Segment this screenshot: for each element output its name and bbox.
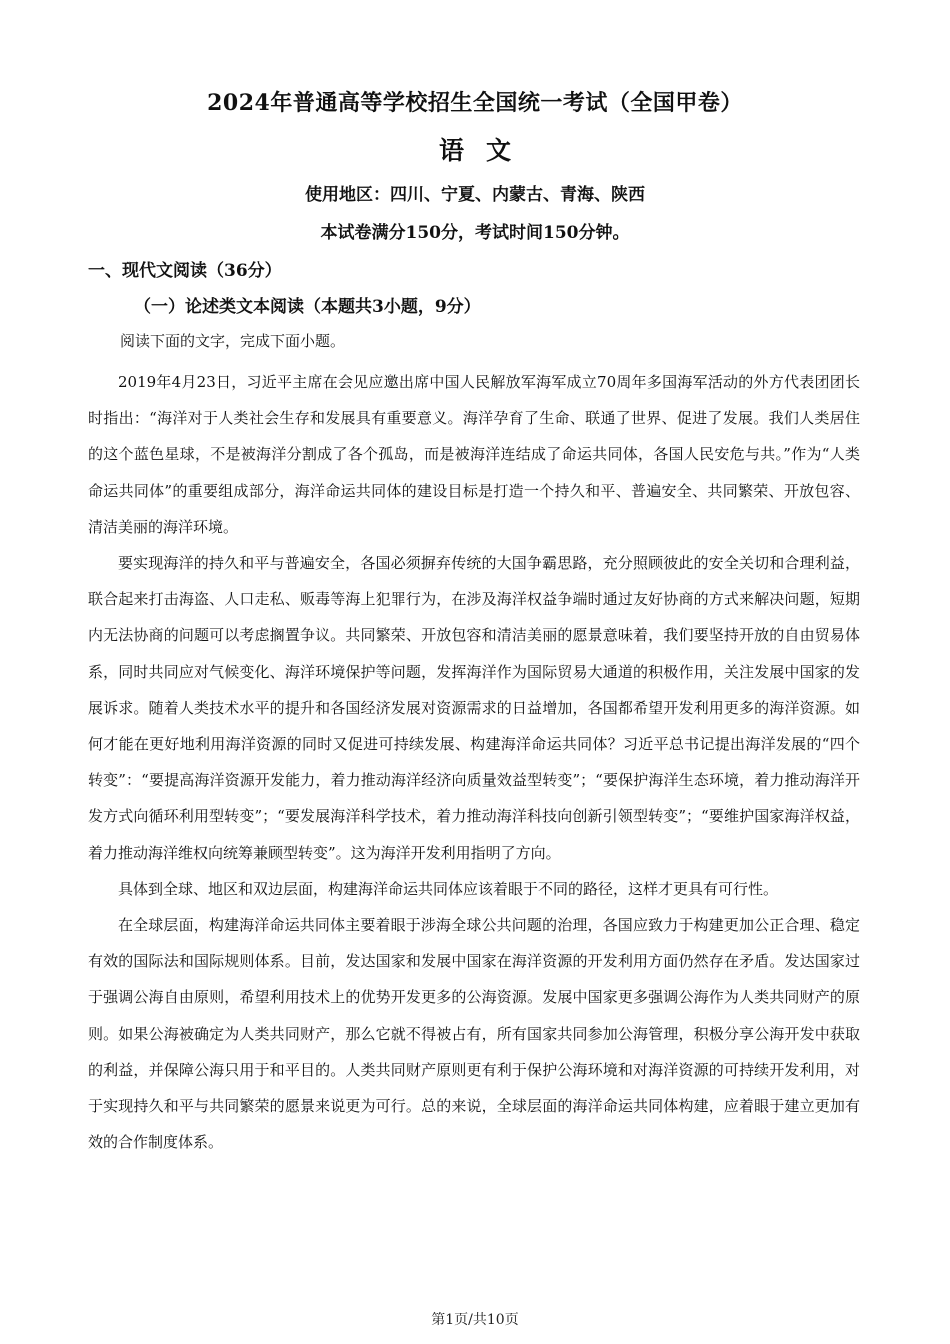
reading-instruction: 阅读下面的文字，完成下面小题。 [120,332,346,350]
score-time-note: 本试卷满分150分，考试时间150分钟。 [320,223,630,243]
page-number: 第1页/共10页 [431,1312,519,1328]
passage-paragraph: 在全球层面，构建海洋命运共同体主要着眼于涉海全球公共问题的治理，各国应致力于构建更加公正合理、稳定有效的国际法和国际规则体系。目前，发达国家和发展中国家在海洋资源的开发利用方面仍然存在矛盾。发达国家过于强调公海自由原则，希望利用技术上的优势开发更多的公海资源。发展中国家更多强调公海作为人类共同财产的原则。如果公海被确定为人类共同财产，那么它就不得被占有，所有国家共同参加公海管理，积极分享公海开发中获取的利益，并保障公海只用于和平目的。人类共同财产原则更有利于保护公海环境和对海洋资源的可持续开发利用，对于实现持久和平与共同繁荣的愿景来说更为可行。总的来说，全球层面的海洋命运共同体构建，应着眼于建立更加有效的合作制度体系。 [88,916,860,1152]
passage-paragraph: 具体到全球、地区和双边层面，构建海洋命运共同体应该着眼于不同的路径，这样才更具有可行性。 [118,879,779,898]
subject-title: 语文 [438,136,533,165]
subsection-heading: （一）论述类文本阅读（本题共3小题，9分） [134,297,481,317]
exam-title: 2024年普通高等学校招生全国统一考试（全国甲卷） [207,90,743,116]
passage-paragraph: 要实现海洋的持久和平与普遍安全，各国必须摒弃传统的大国争霸思路，充分照顾彼此的安全关切和合理利益，联合起来打击海盗、人口走私、贩毒等海上犯罪行为，在涉及海洋权益争端时通过友好协商的方式来解决问题，短期内无法协商的问题可以考虑搁置争议。共同繁荣、开放包容和清洁美丽的愿景意味着，我们要坚持开放的自由贸易体系，同时共同应对气候变化、海洋环境保护等问题，发挥海洋作为国际贸易大通道的积极作用，关注发展中国家的发展诉求。随着人类技术水平的提升和各国经济发展对资源需求的日益增加，各国都希望开发利用更多的海洋资源。如何才能在更好地利用海洋资源的同时又促进可持续发展、构建海洋命运共同体？习近平总书记提出海洋发展的“四个转变”：“要提高海洋资源开发能力，着力推动海洋经济向质量效益型转变”；“要保护海洋生态环境，着力推动海洋开发方式向循环利用型转变”；“要发展海洋科学技术，着力推动海洋科技向创新引领型转变”；“要维护国家海洋权益，着力推动海洋维权向统筹兼顾型转变”。这为海洋开发利用指明了方向。 [88,554,860,862]
section-heading: 一、现代文阅读（36分） [88,261,282,281]
passage-body [88,364,860,1160]
passage-paragraph: 2019年4月23日，习近平主席在会见应邀出席中国人民解放军海军成立70周年多国海军活动的外方代表团团长时指出：“海洋对于人类社会生存和发展具有重要意义。海洋孕育了生命、联通了世界、促进了发展。我们人类居住的这个蓝色星球，不是被海洋分割成了各个孤岛，而是被海洋连结成了命运共同体，各国人民安危与共。”作为“人类命运共同体”的重要组成部分，海洋命运共同体的建设目标是打造一个持久和平、普遍安全、共同繁荣、开放包容、清洁美丽的海洋环境。 [88,373,860,536]
usage-region: 使用地区：四川、宁夏、内蒙古、青海、陕西 [305,185,645,205]
